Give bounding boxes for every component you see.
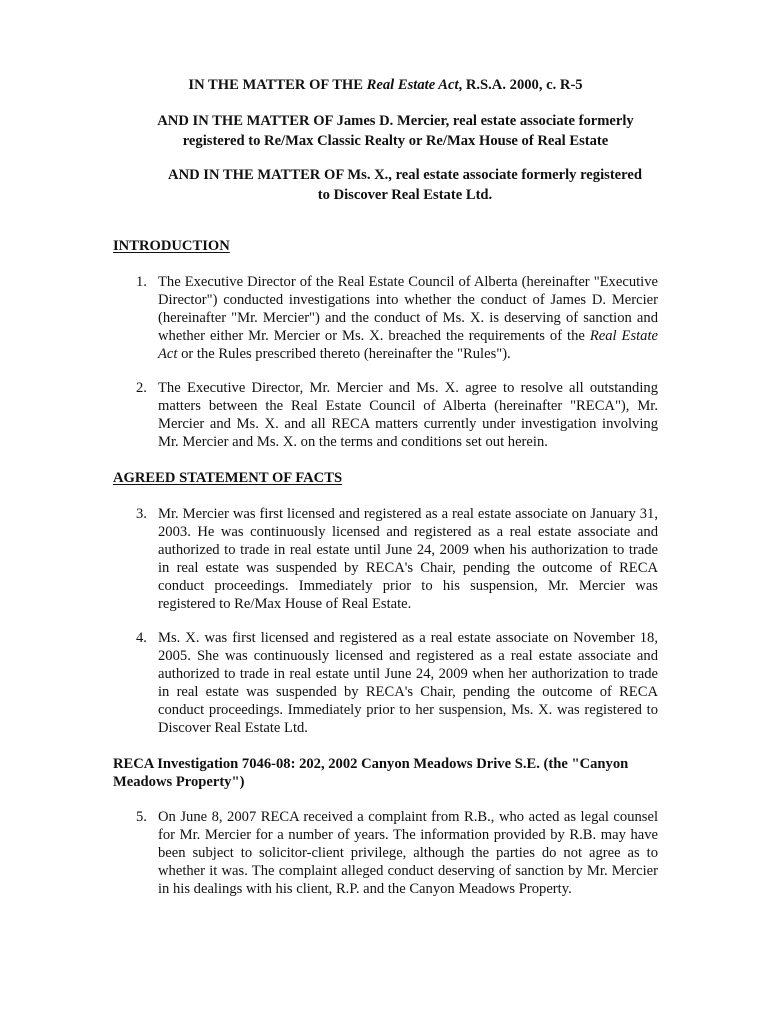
paragraph-1 [113, 273, 658, 363]
matter-mercier-line2: registered to Re/Max Classic Realty or Re/Max House of Real Estate [182, 133, 609, 149]
matter-mercier-line1: AND IN THE MATTER OF James D. Mercier, real estate associate formerly [157, 113, 634, 129]
paragraph-1-number: 1. [136, 274, 147, 290]
matter-heading-msx [150, 166, 660, 204]
paragraph-5-text: On June 8, 2007 RECA received a complaint from R.B., who acted as legal counsel for Mr. Mercier for a number of years. The information provided by R.B. may have been subject to solicitor-client privilege, although the parties do not agree as to whether it was. The complaint alleged conduct deserving of sanction by Mr. Mercier in his dealings with his client, R.P. and the Canyon Meadows Property. [158, 809, 658, 897]
paragraph-5-number: 5. [136, 809, 147, 825]
paragraph-4-text: Ms. X. was first licensed and registered as a real estate associate on November 18, 2005. She was continuously licensed and registered as a real estate associate and authorized to trade in real estate until June 24, 2009 when her authorization to trade in real estate was suspended by RECA's Chair, pending the outcome of RECA conduct proceedings. Immediately prior to her suspension, Ms. X. was registered to Discover Real Estate Ltd. [158, 630, 658, 736]
matter-msx-line2: to Discover Real Estate Ltd. [317, 187, 493, 203]
matter-msx-line1: AND IN THE MATTER OF Ms. X., real estate associate formerly registered [168, 167, 642, 183]
investigation-heading: RECA Investigation 7046-08: 202, 2002 Canyon Meadows Drive S.E. (the "Canyon Meadows Property") [113, 756, 629, 790]
paragraph-1-text-b: or the Rules prescribed thereto (hereinafter the "Rules"). [177, 346, 511, 362]
paragraph-4-number: 4. [136, 630, 147, 646]
introduction-heading: INTRODUCTION [113, 238, 230, 254]
paragraph-3-number: 3. [136, 506, 147, 522]
facts-heading: AGREED STATEMENT OF FACTS [113, 470, 343, 486]
paragraph-2-number: 2. [136, 380, 147, 396]
paragraph-3-text: Mr. Mercier was first licensed and registered as a real estate associate on January 31, 2003. He was continuously licensed and registered as a real estate associate and authorized to trade in real estate until June 24, 2009 when his authorization to trade in real estate was suspended by RECA's Chair, pending the outcome of RECA conduct proceedings. Immediately prior to his suspension, Mr. Mercier was registered to Re/Max House of Real Estate. [158, 506, 658, 612]
paragraph-4 [113, 629, 658, 737]
matter-act-suffix: , R.S.A. 2000, c. R-5 [458, 77, 583, 93]
paragraph-2-text: The Executive Director, Mr. Mercier and Ms. X. agree to resolve all outstanding matters between the Real Estate Council of Alberta (hereinafter "RECA"), Mr. Mercier and Ms. X. and all RECA matters currently under investigation involving Mr. Mercier and Ms. X. on the terms and conditions set out herein. [158, 380, 658, 450]
matter-heading-act [113, 76, 658, 94]
paragraph-5 [113, 808, 658, 898]
matter-act-prefix: IN THE MATTER OF THE [188, 77, 367, 93]
paragraph-2 [113, 379, 658, 451]
paragraph-1-text [158, 273, 658, 363]
paragraph-1-italic: Real Estate Act [158, 328, 659, 362]
matter-act-title: Real Estate Act [366, 77, 459, 93]
paragraph-1-text-a: The Executive Director of the Real Estate Council of Alberta (hereinafter "Executive Director") conducted investigations into whether the conduct of James D. Mercier (hereinafter "Mr. Mercier") and the conduct of Ms. X. is deserving of sanction and whether either Mr. Mercier or Ms. X. breached the requirements of the [158, 274, 658, 344]
paragraph-3 [113, 505, 658, 613]
matter-heading-mercier [113, 112, 678, 150]
